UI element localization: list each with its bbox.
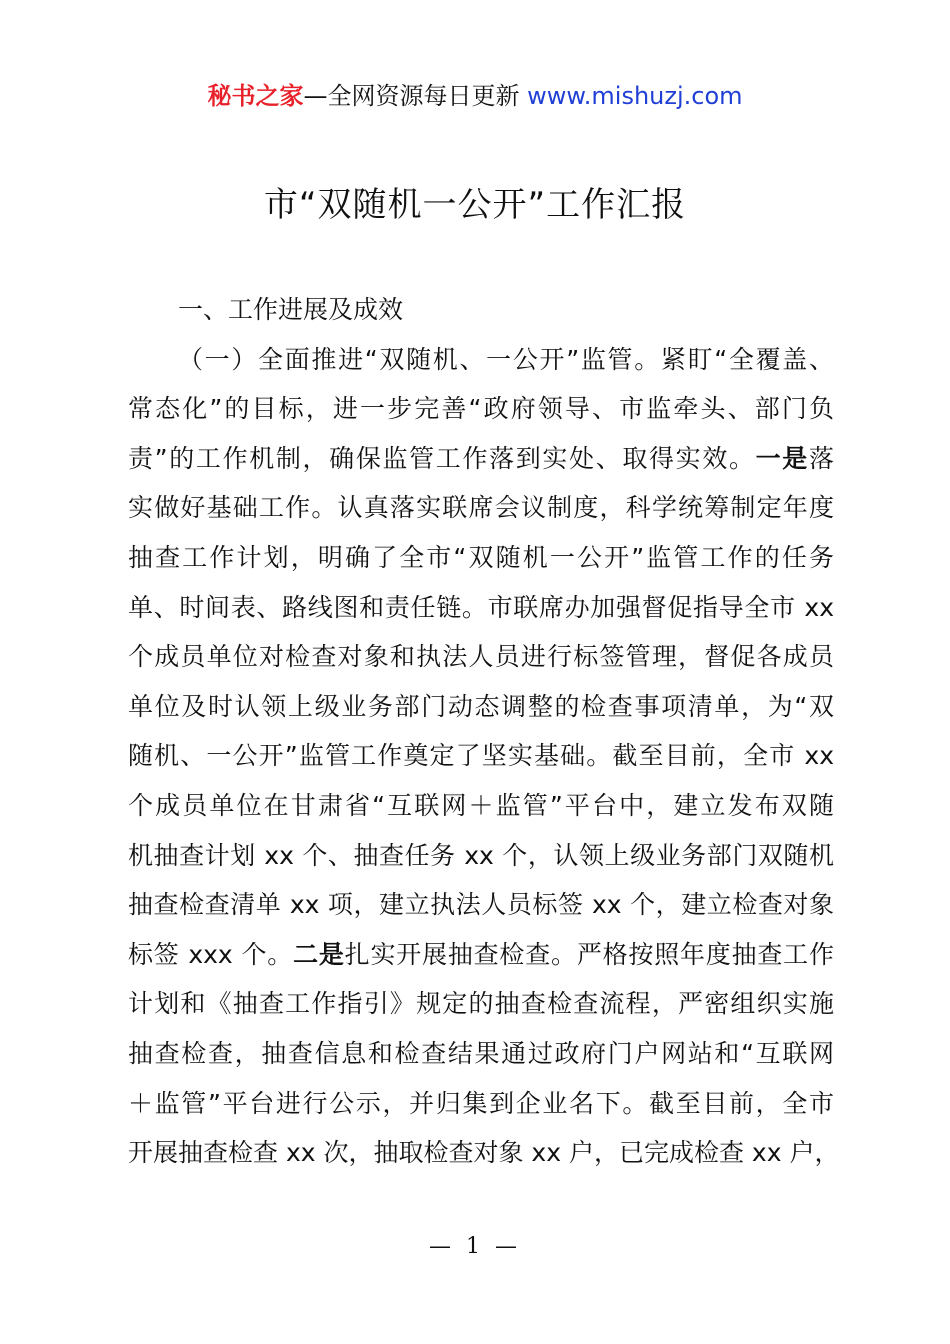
body-line [128,583,834,633]
body-line [128,682,834,732]
line-text: 抽查工作计划，明确了全市“双随机一公开”监管工作的任务 [128,542,834,572]
line-text: 单、时间表、路线图和责任链。市联席办加强督促指导全市 xx [128,592,834,622]
body-line [128,880,834,930]
line-text: 随机、一公开”监管工作奠定了坚实基础。截至目前，全市 xx [128,741,834,771]
body-line [128,533,834,583]
line-text: ＋监管”平台进行公示，并归集到企业名下。截至目前，全市 [128,1088,834,1118]
line-text: 抽查检查清单 xx 项，建立执法人员标签 xx 个，建立检查对象 [128,890,834,920]
line-text: 实做好基础工作。认真落实联席会议制度，科学统筹制定年度 [128,493,834,523]
body-line [128,1079,834,1129]
body-line [128,384,834,434]
brand-name: 秘书之家 [207,82,304,110]
body-line [128,979,834,1029]
body-line [128,731,834,781]
line-text: 计划和《抽查工作指引》规定的抽查检查流程，严密组织实施 [128,989,834,1019]
document-title: 市“双随机一公开”工作汇报 [263,185,687,225]
body-line [128,335,834,385]
emphasis-text: 二是 [293,939,345,969]
body-line [128,483,834,533]
body-line [128,781,834,831]
line-text: 抽查检查，抽查信息和检查结果通过政府门户网站和“互联网 [128,1038,834,1068]
section-heading [128,285,834,335]
line-text: 一、工作进展及成效 [178,295,404,324]
line-text: 标签 xxx 个。 [128,939,294,969]
line-text: 扎实开展抽查检查。严格按照年度抽查工作 [344,939,834,969]
page-number: — 1 — [429,1234,521,1259]
emphasis-text: 一是 [755,443,809,473]
body-line [128,930,834,980]
site-header [0,80,950,112]
body-line [128,1029,834,1079]
body-line [128,1128,840,1178]
line-text: 个成员单位对检查对象和执法人员进行标签管理，督促各成员 [128,642,834,672]
line-text: 机抽查计划 xx 个、抽查任务 xx 个，认领上级业务部门双随机 [128,840,834,870]
line-text: 常态化”的目标，进一步完善“政府领导、市监牵头、部门负 [128,394,834,424]
line-text: （一）全面推进“双随机、一公开”监管。紧盯“全覆盖、 [178,344,834,374]
line-text: 落 [808,443,834,473]
body-line [128,434,834,484]
body-line [128,831,834,881]
document-body [128,285,840,1178]
site-url-link[interactable]: www.mishuzj.com [527,82,743,110]
line-text: 个成员单位在甘肃省“互联网＋监管”平台中，建立发布双随 [128,790,834,820]
line-text: 开展抽查检查 xx 次，抽取检查对象 xx 户，已完成检查 xx 户， [128,1138,840,1168]
line-text: 单位及时认领上级业务部门动态调整的检查事项清单，为“双 [128,691,834,721]
body-line [128,632,834,682]
line-text: 责”的工作机制，确保监管工作落到实处、取得实效。 [128,443,756,473]
header-tagline: —全网资源每日更新 [303,82,528,110]
